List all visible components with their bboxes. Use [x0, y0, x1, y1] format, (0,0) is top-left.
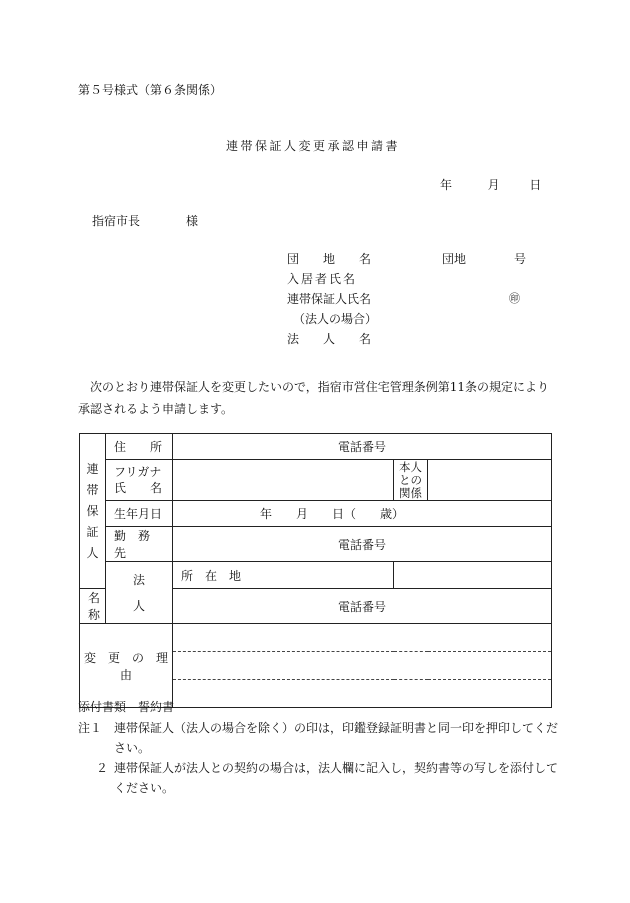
note-2-label: ２	[95, 761, 108, 775]
applicant-block	[287, 249, 527, 349]
workplace-phone-field[interactable]	[173, 527, 552, 562]
addressee-honorific: 様	[186, 214, 199, 228]
reason-line-2[interactable]	[173, 652, 552, 680]
date-year: 年	[440, 178, 453, 192]
note-2	[78, 758, 558, 798]
corp-title-label: 名 称	[80, 589, 106, 624]
date-month: 月	[487, 178, 500, 192]
seal-mark: ㊞	[509, 292, 520, 305]
address-phone-field[interactable]	[173, 434, 552, 460]
location-field[interactable]	[394, 562, 552, 589]
phone-label: 電話番号	[338, 440, 387, 454]
corp-phone-field[interactable]	[173, 589, 552, 624]
reason-line-1[interactable]	[173, 624, 552, 652]
corp-group-label: 法 人	[106, 562, 173, 624]
danchi-label: 団 地 名	[287, 252, 372, 266]
note-1-label: 注１	[78, 721, 103, 735]
corp-case-label: （法人の場合）	[293, 312, 378, 326]
guarantor-group-label: 連 帯 保 証 人	[80, 434, 106, 589]
note-1	[78, 718, 558, 758]
location-label: 所 在 地	[173, 562, 394, 589]
addressee-name: 指宿市長	[92, 214, 141, 228]
attachments: 添付書類 誓約書	[78, 700, 175, 714]
workplace-label: 勤 務 先	[106, 527, 173, 562]
phone-label: 電話番号	[338, 537, 387, 552]
date-line	[440, 176, 541, 193]
danchi-value: 団地	[442, 252, 467, 266]
guarantor-name-label: 連帯保証人氏名	[287, 292, 372, 306]
body-text: 次のとおり連帯保証人を変更したいので，指宿市営住宅管理条例第11条の規定により承認されるよう申請します。	[78, 380, 550, 416]
note-1-text: 連帯保証人（法人の場合を除く）の印は，印鑑登録証明書と同一印を押印してください。	[114, 721, 559, 755]
birthdate-field[interactable]: 年 月 日（ 歳）	[173, 501, 552, 527]
corp-name-label: 法 人 名	[287, 332, 372, 346]
addressee	[92, 212, 198, 229]
resident-name-label: 入居者氏名	[287, 272, 358, 286]
address-label: 住 所	[106, 434, 173, 460]
guarantor-table	[79, 433, 552, 708]
date-day: 日	[529, 178, 542, 192]
reason-line-3[interactable]	[173, 680, 552, 708]
form-number: 第５号様式（第６条関係）	[78, 83, 223, 97]
name-field[interactable]	[173, 460, 394, 501]
furigana-name-label: フリガナ 氏 名	[106, 460, 173, 501]
note-2-text: 連帯保証人が法人との契約の場合は，法人欄に記入し，契約書等の写しを添付してください。	[114, 761, 559, 795]
document-title: 連帯保証人変更承認申請書	[226, 139, 401, 153]
go-label: 号	[514, 252, 527, 266]
relation-field[interactable]	[428, 460, 552, 501]
birthdate-label: 生年月日	[106, 501, 173, 527]
relation-label: 本人 との 関係	[394, 460, 428, 501]
phone-label: 電話番号	[338, 599, 387, 614]
reason-label: 変 更 の 理 由	[80, 624, 173, 708]
